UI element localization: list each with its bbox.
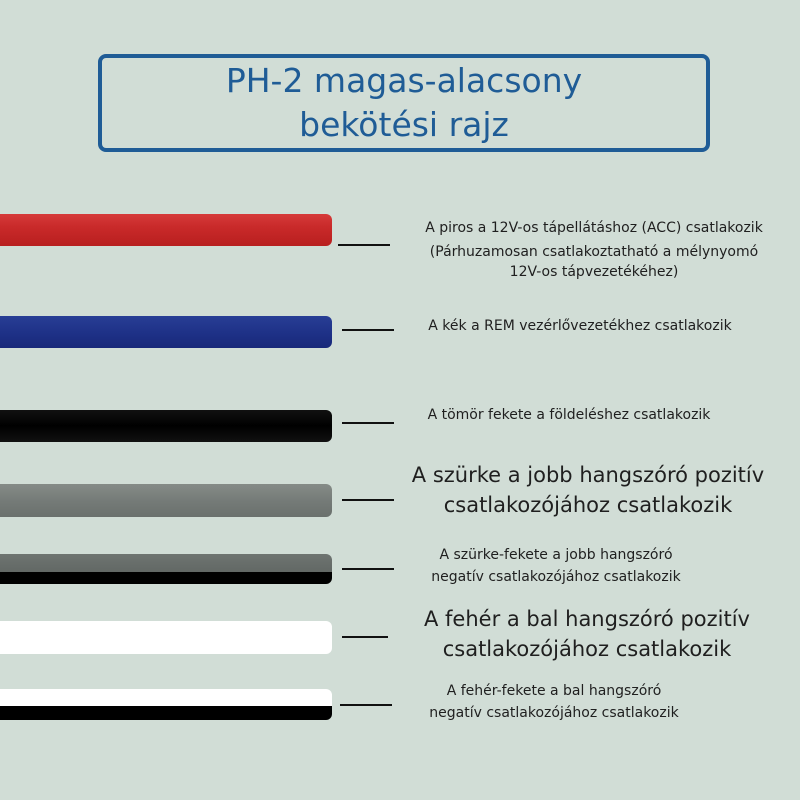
label-blue-line-1: A kék a REM vezérlővezetékhez csatlakozik bbox=[428, 318, 732, 334]
label-white-line-1: A fehér a bal hangszóró pozitív bbox=[423, 607, 750, 631]
wire-grey-black bbox=[0, 554, 332, 584]
label-red-line-1: A piros a 12V-os tápellátáshoz (ACC) csatlakozik bbox=[425, 220, 763, 236]
leader-black bbox=[342, 422, 394, 424]
wire-white bbox=[0, 621, 332, 654]
label-black-line-1: A tömör fekete a földeléshez csatlakozik bbox=[427, 407, 711, 423]
wire-grey bbox=[0, 484, 332, 517]
label-grey-black-line-1: A szürke-fekete a jobb hangszóró bbox=[439, 547, 673, 563]
label-red-line-3: 12V-os tápvezetékéhez) bbox=[509, 264, 679, 280]
title-line-1: PH-2 magas-alacsony bbox=[225, 61, 583, 100]
label-grey-black bbox=[398, 544, 714, 588]
label-white-black bbox=[396, 680, 712, 724]
label-white-black-line-2: negatív csatlakozójához csatlakozik bbox=[429, 705, 679, 721]
label-black bbox=[392, 404, 746, 426]
label-blue bbox=[400, 315, 760, 337]
label-red bbox=[398, 216, 790, 284]
label-grey-line-1: A szürke a jobb hangszóró pozitív bbox=[411, 463, 765, 487]
leader-grey-black bbox=[342, 568, 394, 570]
label-white bbox=[394, 604, 780, 664]
leader-white bbox=[342, 636, 388, 638]
label-grey-line-2: csatlakozójához csatlakozik bbox=[443, 493, 733, 517]
label-grey-black-line-2: negatív csatlakozójához csatlakozik bbox=[431, 569, 681, 585]
wire-red bbox=[0, 214, 332, 246]
leader-red bbox=[338, 244, 390, 246]
wire-black bbox=[0, 410, 332, 442]
title-box bbox=[98, 54, 710, 152]
label-grey bbox=[384, 460, 792, 520]
leader-blue bbox=[342, 329, 394, 331]
wire-white-black bbox=[0, 689, 332, 720]
label-white-black-line-1: A fehér-fekete a bal hangszóró bbox=[446, 683, 662, 699]
title-line-2: bekötési rajz bbox=[299, 105, 509, 144]
wire-blue bbox=[0, 316, 332, 348]
label-white-line-2: csatlakozójához csatlakozik bbox=[442, 637, 732, 661]
leader-white-black bbox=[340, 704, 392, 706]
label-red-line-2: (Párhuzamosan csatlakoztatható a mélynyomó bbox=[429, 244, 759, 260]
